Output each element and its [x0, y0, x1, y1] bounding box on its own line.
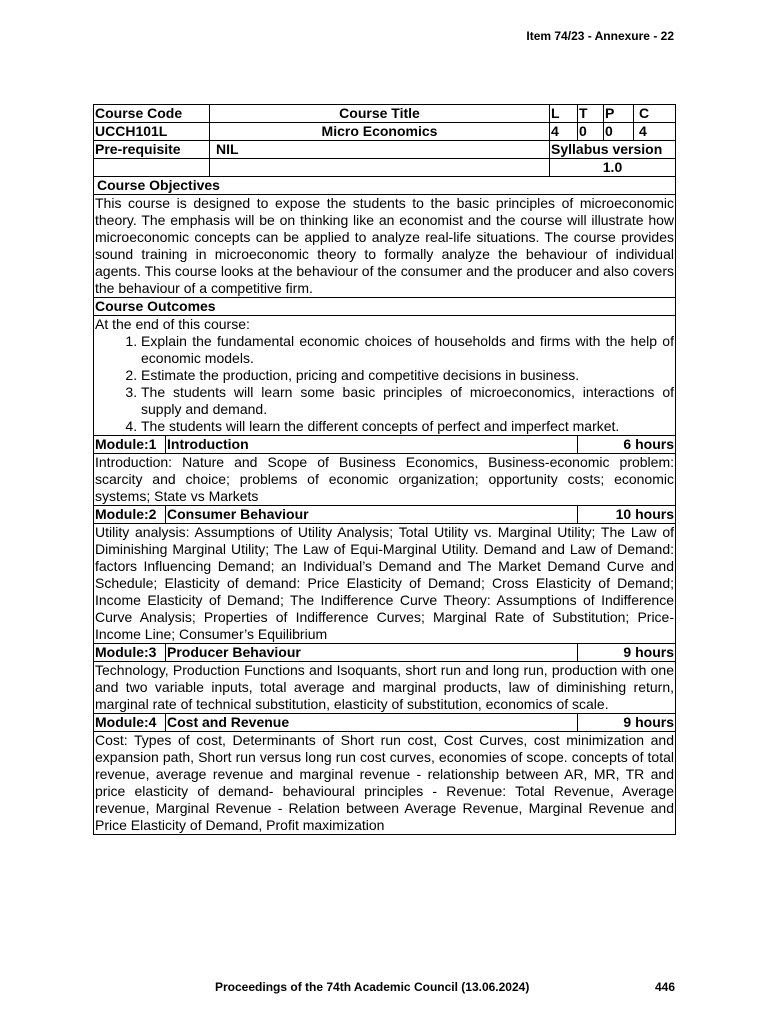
course-code: UCCH101L — [94, 123, 210, 141]
module-label: Module:1 — [94, 436, 166, 454]
objectives-heading-row — [94, 177, 676, 195]
document-header: Item 74/23 - Annexure - 22 — [526, 29, 674, 43]
module-label: Module:2 — [94, 506, 166, 524]
T-value: 0 — [578, 123, 604, 141]
module-hours: 10 hours — [578, 506, 676, 524]
module-1-header — [94, 436, 676, 454]
outcomes-row — [94, 316, 676, 436]
outcomes-list — [95, 333, 674, 435]
outcomes-cell — [94, 316, 676, 436]
proceedings-text: Proceedings of the 74th Academic Council (13.06.2024) — [215, 980, 530, 994]
module-4-header — [94, 714, 676, 732]
syllabus-version: 1.0 — [550, 159, 676, 177]
prerequisite-row — [94, 141, 676, 159]
prerequisite-value: NIL — [210, 141, 550, 159]
list-item: 4. The students will learn the different concepts of perfect and imperfect market. — [141, 418, 674, 435]
module-hours: 6 hours — [578, 436, 676, 454]
module-content: Introduction: Nature and Scope of Business Economics, Business-economic problem: scarcity and choice; problems of economic organization; opportunity costs; economic systems; State vs Markets — [95, 454, 674, 504]
page-number: 446 — [654, 980, 675, 994]
module-hours: 9 hours — [578, 714, 676, 732]
module-title: Consumer Behaviour — [166, 506, 578, 524]
objectives-text: This course is designed to expose the students to the basic principles of microeconomic theory. The emphasis will be on thinking like an economist and the course will illustrate how microeconomic concepts can be applied to analyze real-life situations. The course provides sound training in microeconomic theory to formally analyze the behaviour of individual agents. This course looks at the behaviour of the consumer and the producer and also covers the behaviour of a competitive firm. — [95, 195, 674, 296]
T-label: T — [578, 105, 604, 123]
objectives-heading: Course Objectives — [94, 177, 676, 195]
list-item: 1. Explain the fundamental economic choices of households and firms with the help of economic models. — [141, 333, 674, 367]
module-2-header — [94, 506, 676, 524]
course-title-label: Course Title — [210, 105, 550, 123]
course-values-row — [94, 123, 676, 141]
outcomes-heading: Course Outcomes — [94, 298, 676, 316]
module-3-header — [94, 644, 676, 662]
syllabus-version-label: Syllabus version — [550, 141, 676, 159]
course-code-label: Course Code — [94, 105, 210, 123]
module-label: Module:3 — [94, 644, 166, 662]
C-label: C — [634, 105, 676, 123]
version-row — [94, 159, 676, 177]
module-3-content-row — [94, 662, 676, 714]
module-2-content-row — [94, 524, 676, 644]
module-content: Utility analysis: Assumptions of Utility Analysis; Total Utility vs. Marginal Utility; The Law of Diminishing Marginal Utility; The Law of Equi-Marginal Utility. Demand and Law of Demand: factors Influencing Demand; an Individual’s Demand and The Market Demand Curve and Schedule; Elasticity of demand: Price Elasticity of Demand; Cross Elasticity of Demand; Income Elasticity of Demand; The Indifference Curve Theory: Assumptions of Indifference Curve Analysis; Properties of Indifference Curves; Marginal Rate of Substitution; Price-Income Line; Consumer’s Equilibrium — [95, 524, 674, 642]
prerequisite-label: Pre-requisite — [94, 141, 210, 159]
outcomes-intro: At the end of this course: — [95, 316, 250, 332]
course-header-row — [94, 105, 676, 123]
module-content: Technology, Production Functions and Isoquants, short run and long run, production with one and two variable inputs, total average and marginal products, law of diminishing return, marginal rate of technical substitution, elasticity of substitution, economics of scale. — [95, 662, 674, 712]
module-hours: 9 hours — [578, 644, 676, 662]
module-4-content-row — [94, 732, 676, 835]
L-value: 4 — [550, 123, 578, 141]
list-item: 2. Estimate the production, pricing and competitive decisions in business. — [141, 367, 674, 384]
P-value: 0 — [604, 123, 634, 141]
list-item: 3. The students will learn some basic principles of microeconomics, interactions of supply and demand. — [141, 384, 674, 418]
C-value: 4 — [634, 123, 676, 141]
module-label: Module:4 — [94, 714, 166, 732]
outcomes-heading-row — [94, 298, 676, 316]
module-title: Producer Behaviour — [166, 644, 578, 662]
objectives-row — [94, 195, 676, 298]
module-1-content-row — [94, 454, 676, 506]
course-title: Micro Economics — [210, 123, 550, 141]
module-title: Cost and Revenue — [166, 714, 578, 732]
L-label: L — [550, 105, 578, 123]
module-title: Introduction — [166, 436, 578, 454]
module-content: Cost: Types of cost, Determinants of Short run cost, Cost Curves, cost minimization and expansion path, Short run versus long run cost curves, economies of scope. concepts of total revenue, average revenue and marginal revenue - relationship between AR, MR, TR and price elasticity of demand- behavioural principles - Revenue: Total Revenue, Average revenue, Marginal Revenue - Relation between Average Revenue, Marginal Revenue and Price Elasticity of Demand, Profit maximization — [95, 732, 674, 833]
P-label: P — [604, 105, 634, 123]
syllabus-table — [93, 104, 676, 835]
